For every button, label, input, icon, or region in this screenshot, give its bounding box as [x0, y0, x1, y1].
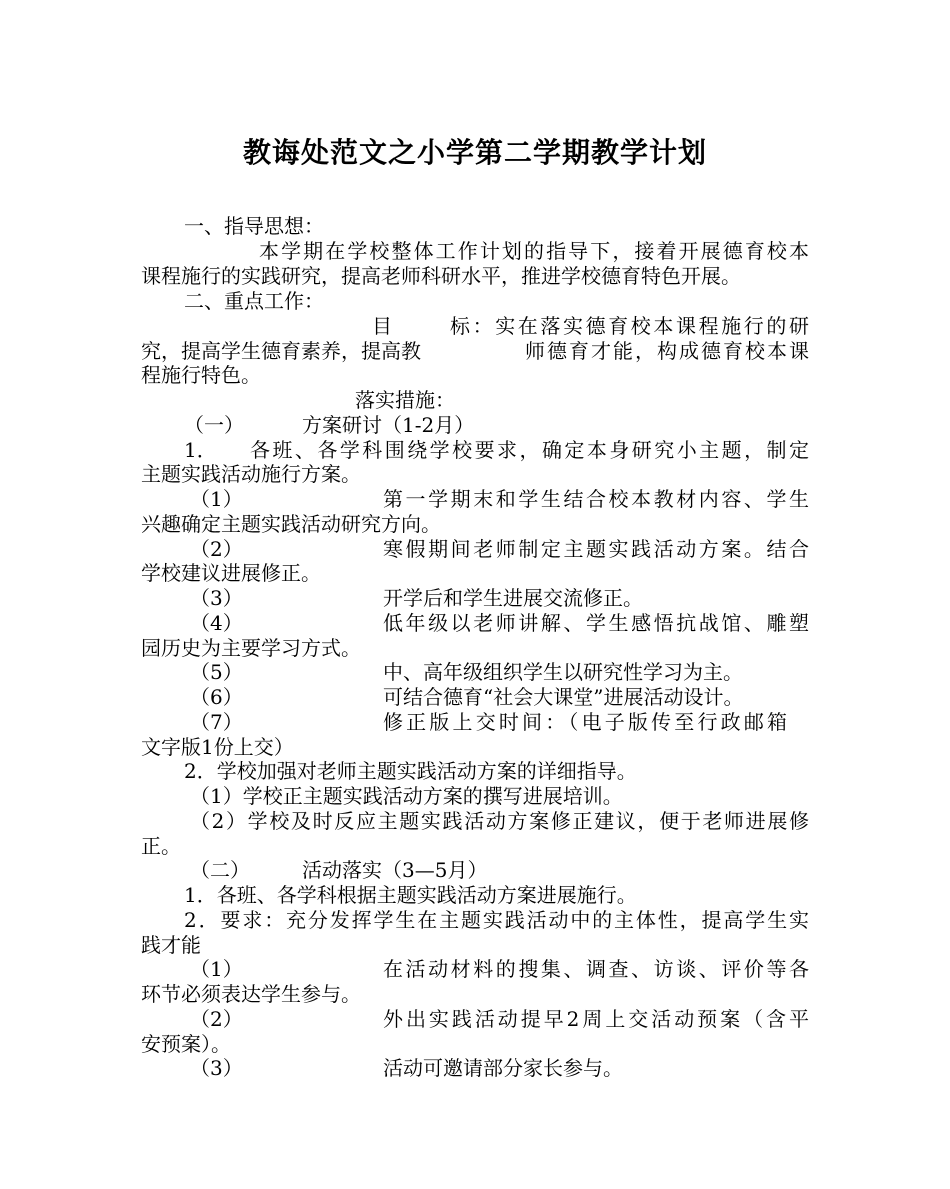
- text-line: 各班、各学科围绕学校要求，确定本身研究小主题，制定: [250, 438, 809, 462]
- text-line: 师德育才能，构成德育校本课: [525, 339, 809, 363]
- text-line: 第一学期末和学生结合校本教材内容、学生: [383, 487, 809, 511]
- text-line: 究，提高学生德育素养，提高教: [141, 339, 421, 363]
- text-line: 正。: [141, 834, 181, 858]
- text-line: 方案研讨（1-2月）: [302, 413, 475, 437]
- text-line: 二、重点工作：: [184, 289, 324, 313]
- text-line: 程施行特色。: [141, 363, 261, 387]
- text-line: 学校建议进展修正。: [141, 561, 321, 585]
- text-line: 兴趣确定主题实践活动研究方向。: [141, 512, 441, 536]
- text-line: （1）: [190, 487, 243, 511]
- text-line: （3）: [190, 1056, 243, 1080]
- text-line: 文字版1份上交）: [141, 735, 294, 759]
- text-line: 主题实践活动施行方案。: [141, 462, 361, 486]
- text-line: 活动可邀请部分家长参与。: [383, 1056, 623, 1080]
- text-line: （2）学校及时反应主题实践活动方案修正建议，便于老师进展修: [190, 809, 809, 833]
- text-line: （4）: [190, 611, 243, 635]
- document-title: 教诲处范文之小学第二学期教学计划: [242, 136, 707, 169]
- text-line: 本学期在学校整体工作计划的指导下，接着开展德育校本: [259, 239, 809, 263]
- text-line: （1）: [190, 957, 243, 981]
- text-line: （3）: [190, 586, 243, 610]
- text-line: （2）: [190, 1007, 243, 1031]
- text-line: （7）: [190, 710, 243, 734]
- text-line: 寒假期间老师制定主题实践活动方案。结合: [383, 537, 809, 561]
- text-line: （二）: [190, 858, 250, 882]
- text-line: 低年级以老师讲解、学生感悟抗战馆、雕塑: [383, 611, 809, 635]
- text-line: 落实措施：: [355, 388, 455, 412]
- text-line: 活动落实（3—5月）: [302, 858, 488, 882]
- text-line: 一、指导思想：: [184, 214, 324, 238]
- text-line: 开学后和学生进展交流修正。: [383, 586, 643, 610]
- text-line: （1）学校正主题实践活动方案的撰写进展培训。: [190, 784, 623, 808]
- text-line: （一）: [184, 413, 244, 437]
- text-line: 2．要求：充分发挥学生在主题实践活动中的主体性，提高学生实: [184, 908, 809, 932]
- text-line: 目: [372, 314, 392, 338]
- text-line: 园历史为主要学习方式。: [141, 636, 361, 660]
- text-line: 践才能: [141, 933, 201, 957]
- text-line: 修正版上交时间：（电子版传至行政邮箱: [383, 710, 787, 734]
- text-line: 可结合德育“社会大课堂”进展活动设计。: [383, 685, 744, 709]
- text-line: 2．学校加强对老师主题实践活动方案的详细指导。: [184, 759, 637, 783]
- text-line: 中、高年级组织学生以研究性学习为主。: [383, 660, 743, 684]
- text-line: 外出实践活动提早2周上交活动预案（含平: [383, 1007, 809, 1031]
- text-line: 环节必须表达学生参与。: [141, 982, 361, 1006]
- text-line: 1．: [184, 438, 217, 462]
- text-line: 在活动材料的搜集、调查、访谈、评价等各: [383, 957, 809, 981]
- text-line: （6）: [190, 685, 243, 709]
- text-line: 1．各班、各学科根据主题实践活动方案进展施行。: [184, 883, 637, 907]
- text-line: （5）: [190, 660, 243, 684]
- text-line: （2）: [190, 537, 243, 561]
- text-line: 标：实在落实德育校本课程施行的研: [450, 314, 809, 338]
- text-line: 安预案）。: [141, 1032, 231, 1056]
- text-line: 课程施行的实践研究，提高老师科研水平，推进学校德育特色开展。: [141, 264, 741, 288]
